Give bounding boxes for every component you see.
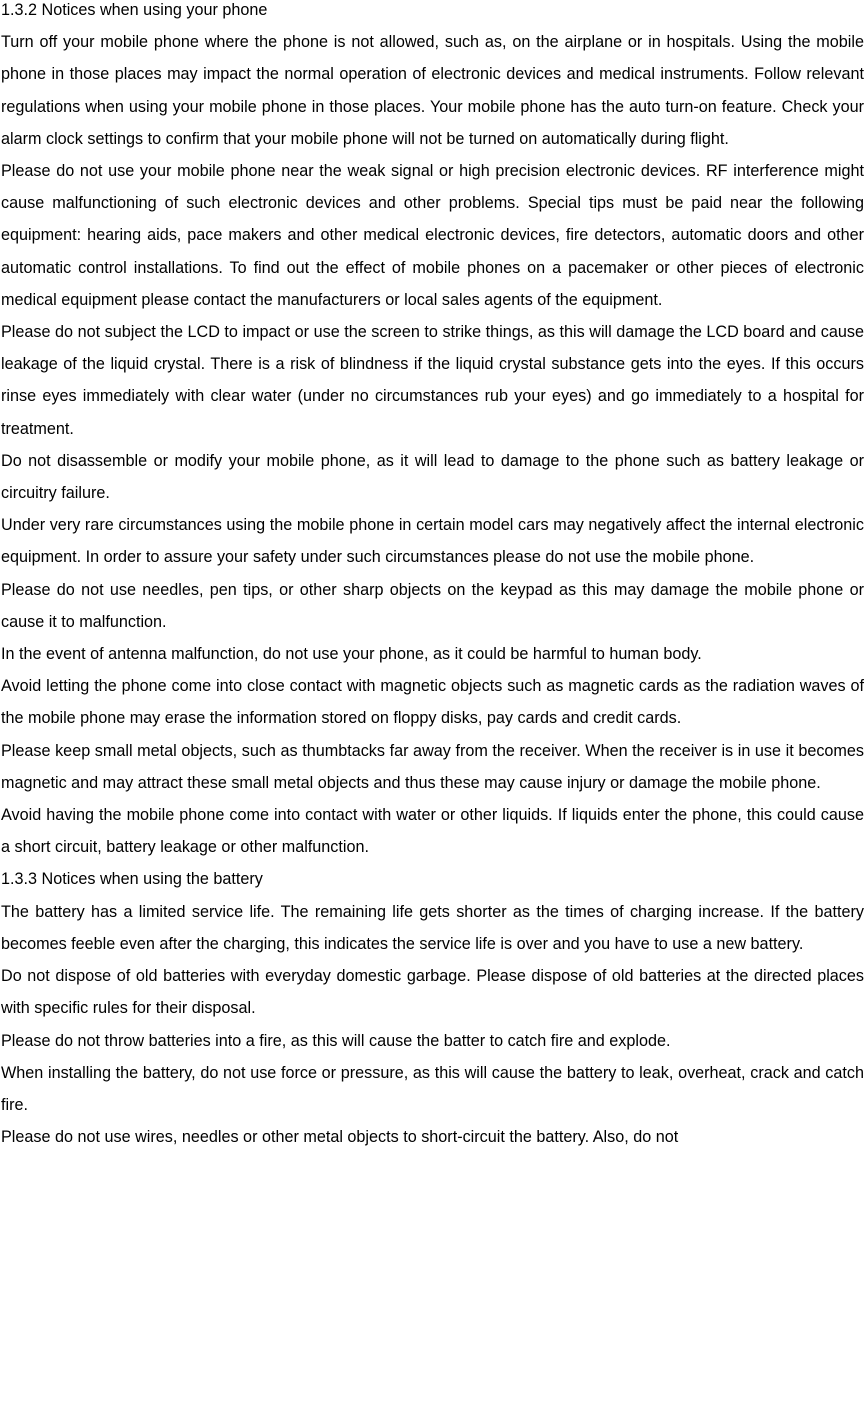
paragraph-model-cars: Under very rare circumstances using the mobile phone in certain model cars may negatively affect the internal electronic equipment. In order to assure your safety under such circumstances please do not use the mobile phone. — [1, 516, 864, 567]
paragraph-liquids: Avoid having the mobile phone come into contact with water or other liquids. If liquids enter the phone, this could cause a short circuit, battery leakage or other malfunction. — [1, 806, 864, 857]
paragraph-weak-signal-devices: Please do not use your mobile phone near the weak signal or high precision electronic devices. RF interference might cause malfunctioning of such electronic devices and other problems. Special tips must be paid near the following equipment: hearing aids, pace makers and other medical electronic devices, fire detectors, automatic doors and other automatic control installations. To find out the effect of mobile phones on a pacemaker or other pieces of electronic medical equipment please contact the manufacturers or local sales agents of the equipment. — [1, 162, 864, 309]
paragraph-sharp-objects: Please do not use needles, pen tips, or other sharp objects on the keypad as this may damage the mobile phone or cause it to malfunction. — [1, 580, 864, 631]
paragraph-battery-short-circuit: Please do not use wires, needles or other metal objects to short-circuit the battery. Also, do not — [1, 1128, 679, 1147]
paragraph-battery-installing: When installing the battery, do not use force or pressure, as this will cause the battery to leak, overheat, crack and catch fire. — [1, 1063, 864, 1114]
paragraph-metal-objects: Please keep small metal objects, such as thumbtacks far away from the receiver. When the receiver is in use it becomes magnetic and may attract these small metal objects and thus these may cause injury or damage the mobile phone. — [1, 741, 864, 792]
section-battery-notices — [1, 863, 864, 1153]
paragraph-battery-disposal: Do not dispose of old batteries with everyday domestic garbage. Please dispose of old batteries at the directed places with specific rules for their disposal. — [1, 967, 864, 1018]
section-heading-phone-notices: 1.3.2 Notices when using your phone — [1, 1, 268, 19]
paragraph-magnetic-objects: Avoid letting the phone come into close contact with magnetic objects such as magnetic cards as the radiation waves of the mobile phone may erase the information stored on floppy disks, pay cards and credit cards. — [1, 677, 864, 728]
paragraph-disassemble: Do not disassemble or modify your mobile phone, as it will lead to damage to the phone such as battery leakage or circuitry failure. — [1, 451, 864, 503]
section-phone-notices — [1, 0, 864, 863]
paragraph-airplane-hospitals: Turn off your mobile phone where the phone is not allowed, such as, on the airplane or in hospitals. Using the mobile phone in those places may impact the normal operation of electronic devices and medical instruments. Follow relevant regulations when using your mobile phone in those places. Your mobile phone has the auto turn-on feature. Check your alarm clock settings to confirm that your mobile phone will not be turned on automatically during flight. — [1, 33, 864, 148]
paragraph-battery-fire: Please do not throw batteries into a fire, as this will cause the batter to catch fire and explode. — [1, 1031, 671, 1050]
paragraph-antenna: In the event of antenna malfunction, do not use your phone, as it could be harmful to human body. — [1, 645, 702, 664]
paragraph-battery-life: The battery has a limited service life. The remaining life gets shorter as the times of charging increase. If the battery becomes feeble even after the charging, this indicates the service life is over and you have to use a new battery. — [1, 902, 864, 953]
section-heading-battery-notices: 1.3.3 Notices when using the battery — [1, 870, 263, 889]
paragraph-lcd-impact: Please do not subject the LCD to impact or use the screen to strike things, as this will damage the LCD board and cause leakage of the liquid crystal. There is a risk of blindness if the liquid crystal substance gets into the eyes. If this occurs rinse eyes immediately with clear water (under no circumstances rub your eyes) and go immediately to a hospital for treatment. — [1, 323, 864, 438]
